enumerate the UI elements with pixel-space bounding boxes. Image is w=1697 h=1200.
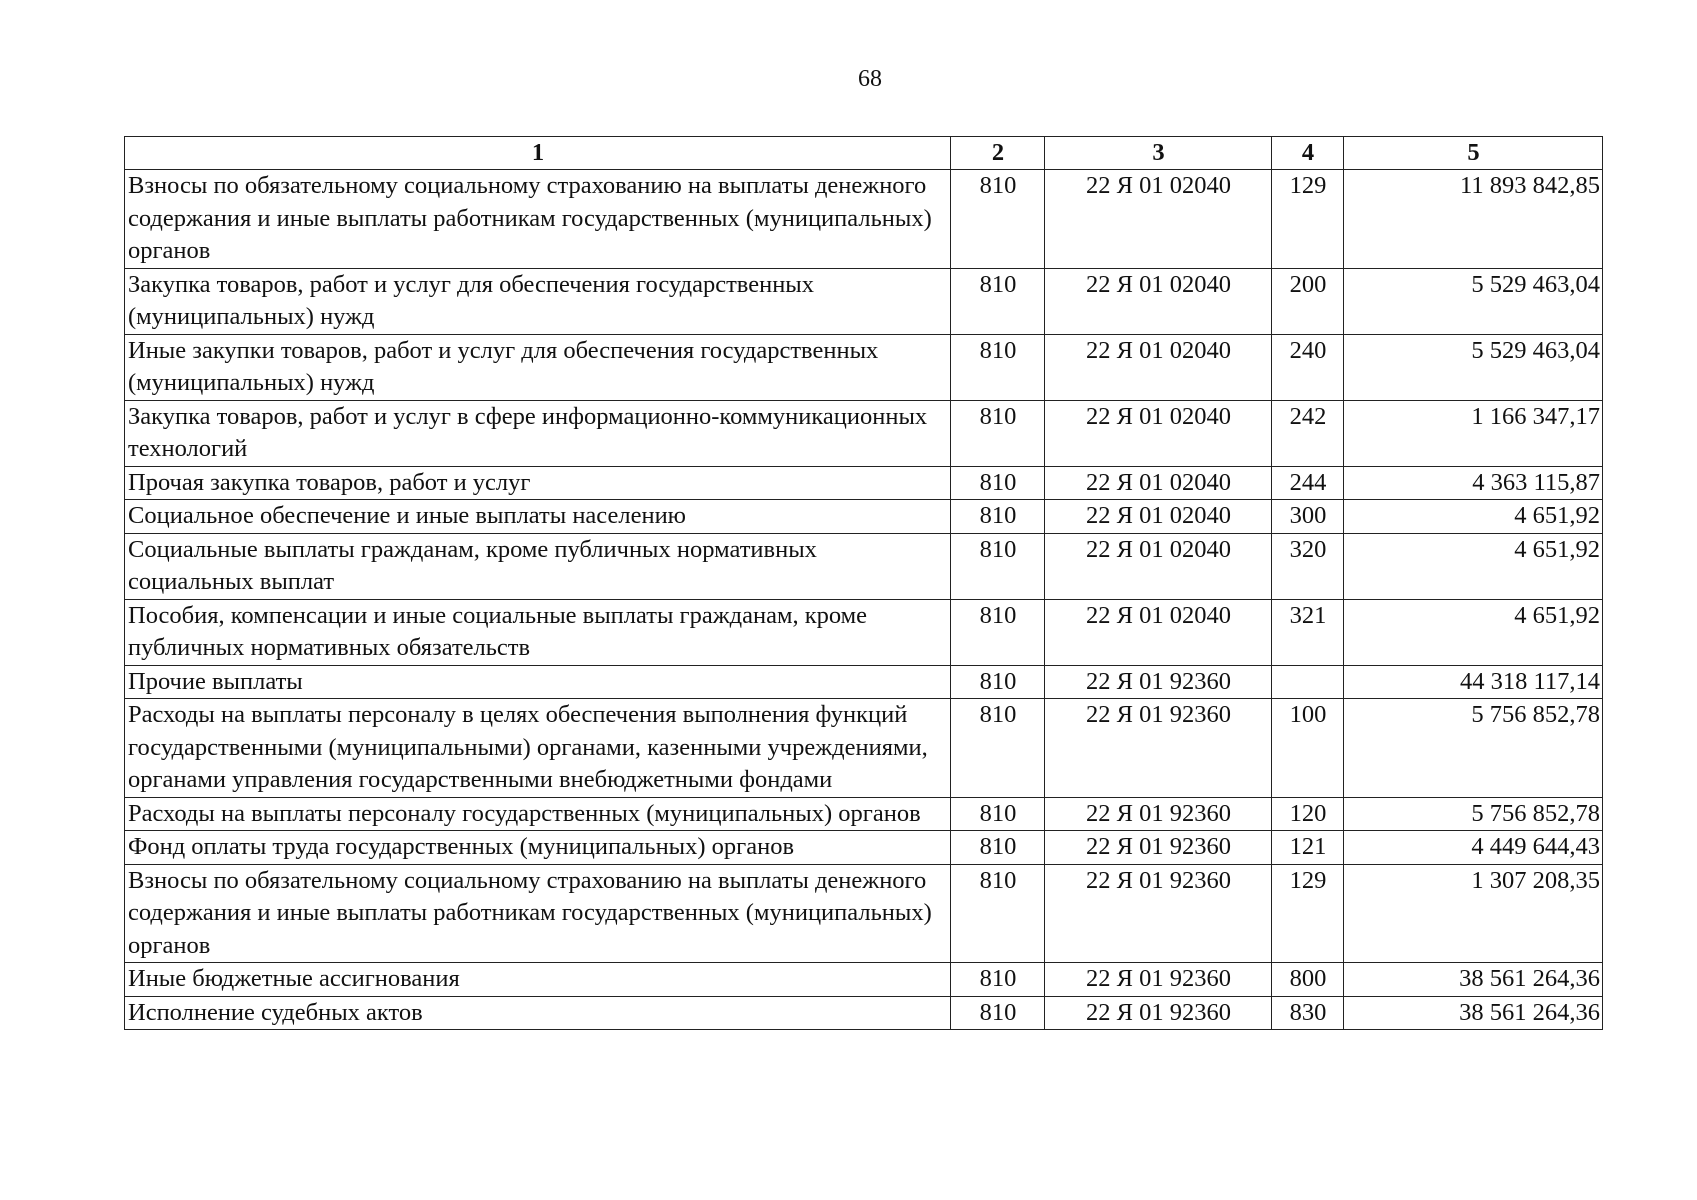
row-sum-cell: 38 561 264,36 bbox=[1344, 996, 1603, 1030]
row-section-cell: 810 bbox=[951, 599, 1045, 665]
row-sum-cell: 38 561 264,36 bbox=[1344, 963, 1603, 997]
row-name-cell: Взносы по обязательному социальному страхованию на выплаты денежного содержания и иные выплаты работникам государственных (муниципальных) органов bbox=[125, 864, 951, 963]
page-number: 68 bbox=[858, 66, 882, 92]
table-row bbox=[125, 334, 1603, 400]
row-section-cell: 810 bbox=[951, 864, 1045, 963]
row-name-cell: Расходы на выплаты персоналу в целях обеспечения выполнения функций государственными (муниципальными) органами, казенными учреждениями, органами управления государственными внебюджетными фондами bbox=[125, 699, 951, 798]
row-section-cell: 810 bbox=[951, 963, 1045, 997]
row-section-cell: 810 bbox=[951, 665, 1045, 699]
row-name-cell: Закупка товаров, работ и услуг в сфере информационно-коммуникационных технологий bbox=[125, 400, 951, 466]
table-row bbox=[125, 170, 1603, 269]
row-type-cell: 320 bbox=[1272, 533, 1344, 599]
row-section-cell: 810 bbox=[951, 334, 1045, 400]
row-section-cell: 810 bbox=[951, 831, 1045, 865]
row-article-cell: 22 Я 01 02040 bbox=[1045, 170, 1272, 269]
row-article-cell: 22 Я 01 92360 bbox=[1045, 699, 1272, 798]
row-name-cell: Иные бюджетные ассигнования bbox=[125, 963, 951, 997]
row-article-cell: 22 Я 01 02040 bbox=[1045, 599, 1272, 665]
row-type-cell: 120 bbox=[1272, 797, 1344, 831]
row-type-cell: 100 bbox=[1272, 699, 1344, 798]
table-row bbox=[125, 797, 1603, 831]
row-article-cell: 22 Я 01 02040 bbox=[1045, 400, 1272, 466]
row-name-cell: Социальное обеспечение и иные выплаты населению bbox=[125, 500, 951, 534]
row-section-cell: 810 bbox=[951, 996, 1045, 1030]
row-type-cell: 321 bbox=[1272, 599, 1344, 665]
header-col-5: 5 bbox=[1344, 137, 1603, 170]
row-section-cell: 810 bbox=[951, 466, 1045, 500]
row-name-cell: Пособия, компенсации и иные социальные выплаты гражданам, кроме публичных нормативных обязательств bbox=[125, 599, 951, 665]
row-article-cell: 22 Я 01 92360 bbox=[1045, 665, 1272, 699]
row-sum-cell: 1 166 347,17 bbox=[1344, 400, 1603, 466]
row-type-cell: 830 bbox=[1272, 996, 1344, 1030]
header-col-2: 2 bbox=[951, 137, 1045, 170]
row-article-cell: 22 Я 01 92360 bbox=[1045, 831, 1272, 865]
table-row bbox=[125, 466, 1603, 500]
row-name-cell: Фонд оплаты труда государственных (муниципальных) органов bbox=[125, 831, 951, 865]
row-sum-cell: 4 651,92 bbox=[1344, 533, 1603, 599]
table-row bbox=[125, 996, 1603, 1030]
row-article-cell: 22 Я 01 02040 bbox=[1045, 466, 1272, 500]
row-section-cell: 810 bbox=[951, 533, 1045, 599]
row-article-cell: 22 Я 01 02040 bbox=[1045, 533, 1272, 599]
row-name-cell: Социальные выплаты гражданам, кроме публичных нормативных социальных выплат bbox=[125, 533, 951, 599]
row-sum-cell: 4 363 115,87 bbox=[1344, 466, 1603, 500]
table-row bbox=[125, 699, 1603, 798]
budget-table bbox=[124, 136, 1603, 1030]
row-article-cell: 22 Я 01 92360 bbox=[1045, 864, 1272, 963]
row-type-cell: 244 bbox=[1272, 466, 1344, 500]
table-row bbox=[125, 665, 1603, 699]
row-article-cell: 22 Я 01 02040 bbox=[1045, 500, 1272, 534]
row-type-cell: 242 bbox=[1272, 400, 1344, 466]
row-article-cell: 22 Я 01 92360 bbox=[1045, 963, 1272, 997]
row-article-cell: 22 Я 01 02040 bbox=[1045, 268, 1272, 334]
table-row bbox=[125, 400, 1603, 466]
row-name-cell: Закупка товаров, работ и услуг для обеспечения государственных (муниципальных) нужд bbox=[125, 268, 951, 334]
row-article-cell: 22 Я 01 02040 bbox=[1045, 334, 1272, 400]
row-sum-cell: 4 651,92 bbox=[1344, 599, 1603, 665]
row-name-cell: Иные закупки товаров, работ и услуг для обеспечения государственных (муниципальных) нужд bbox=[125, 334, 951, 400]
row-sum-cell: 4 449 644,43 bbox=[1344, 831, 1603, 865]
header-col-3: 3 bbox=[1045, 137, 1272, 170]
row-type-cell: 129 bbox=[1272, 864, 1344, 963]
row-type-cell: 300 bbox=[1272, 500, 1344, 534]
row-name-cell: Прочая закупка товаров, работ и услуг bbox=[125, 466, 951, 500]
table-row bbox=[125, 268, 1603, 334]
table-body bbox=[125, 170, 1603, 1030]
row-section-cell: 810 bbox=[951, 268, 1045, 334]
row-sum-cell: 5 529 463,04 bbox=[1344, 268, 1603, 334]
row-article-cell: 22 Я 01 92360 bbox=[1045, 996, 1272, 1030]
table-row bbox=[125, 500, 1603, 534]
row-type-cell: 129 bbox=[1272, 170, 1344, 269]
row-sum-cell: 5 756 852,78 bbox=[1344, 797, 1603, 831]
row-section-cell: 810 bbox=[951, 170, 1045, 269]
table-row bbox=[125, 963, 1603, 997]
header-row bbox=[125, 137, 1603, 170]
table-row bbox=[125, 599, 1603, 665]
row-section-cell: 810 bbox=[951, 400, 1045, 466]
table-row bbox=[125, 864, 1603, 963]
header-col-1: 1 bbox=[125, 137, 951, 170]
row-article-cell: 22 Я 01 92360 bbox=[1045, 797, 1272, 831]
row-sum-cell: 1 307 208,35 bbox=[1344, 864, 1603, 963]
row-type-cell: 240 bbox=[1272, 334, 1344, 400]
row-sum-cell: 4 651,92 bbox=[1344, 500, 1603, 534]
header-col-4: 4 bbox=[1272, 137, 1344, 170]
row-type-cell: 200 bbox=[1272, 268, 1344, 334]
row-sum-cell: 11 893 842,85 bbox=[1344, 170, 1603, 269]
row-name-cell: Прочие выплаты bbox=[125, 665, 951, 699]
row-name-cell: Исполнение судебных актов bbox=[125, 996, 951, 1030]
row-name-cell: Расходы на выплаты персоналу государственных (муниципальных) органов bbox=[125, 797, 951, 831]
row-type-cell: 121 bbox=[1272, 831, 1344, 865]
row-name-cell: Взносы по обязательному социальному страхованию на выплаты денежного содержания и иные выплаты работникам государственных (муниципальных) органов bbox=[125, 170, 951, 269]
row-section-cell: 810 bbox=[951, 500, 1045, 534]
row-type-cell bbox=[1272, 665, 1344, 699]
table-row bbox=[125, 533, 1603, 599]
row-sum-cell: 5 529 463,04 bbox=[1344, 334, 1603, 400]
row-type-cell: 800 bbox=[1272, 963, 1344, 997]
row-sum-cell: 5 756 852,78 bbox=[1344, 699, 1603, 798]
row-sum-cell: 44 318 117,14 bbox=[1344, 665, 1603, 699]
table-row bbox=[125, 831, 1603, 865]
row-section-cell: 810 bbox=[951, 797, 1045, 831]
row-section-cell: 810 bbox=[951, 699, 1045, 798]
